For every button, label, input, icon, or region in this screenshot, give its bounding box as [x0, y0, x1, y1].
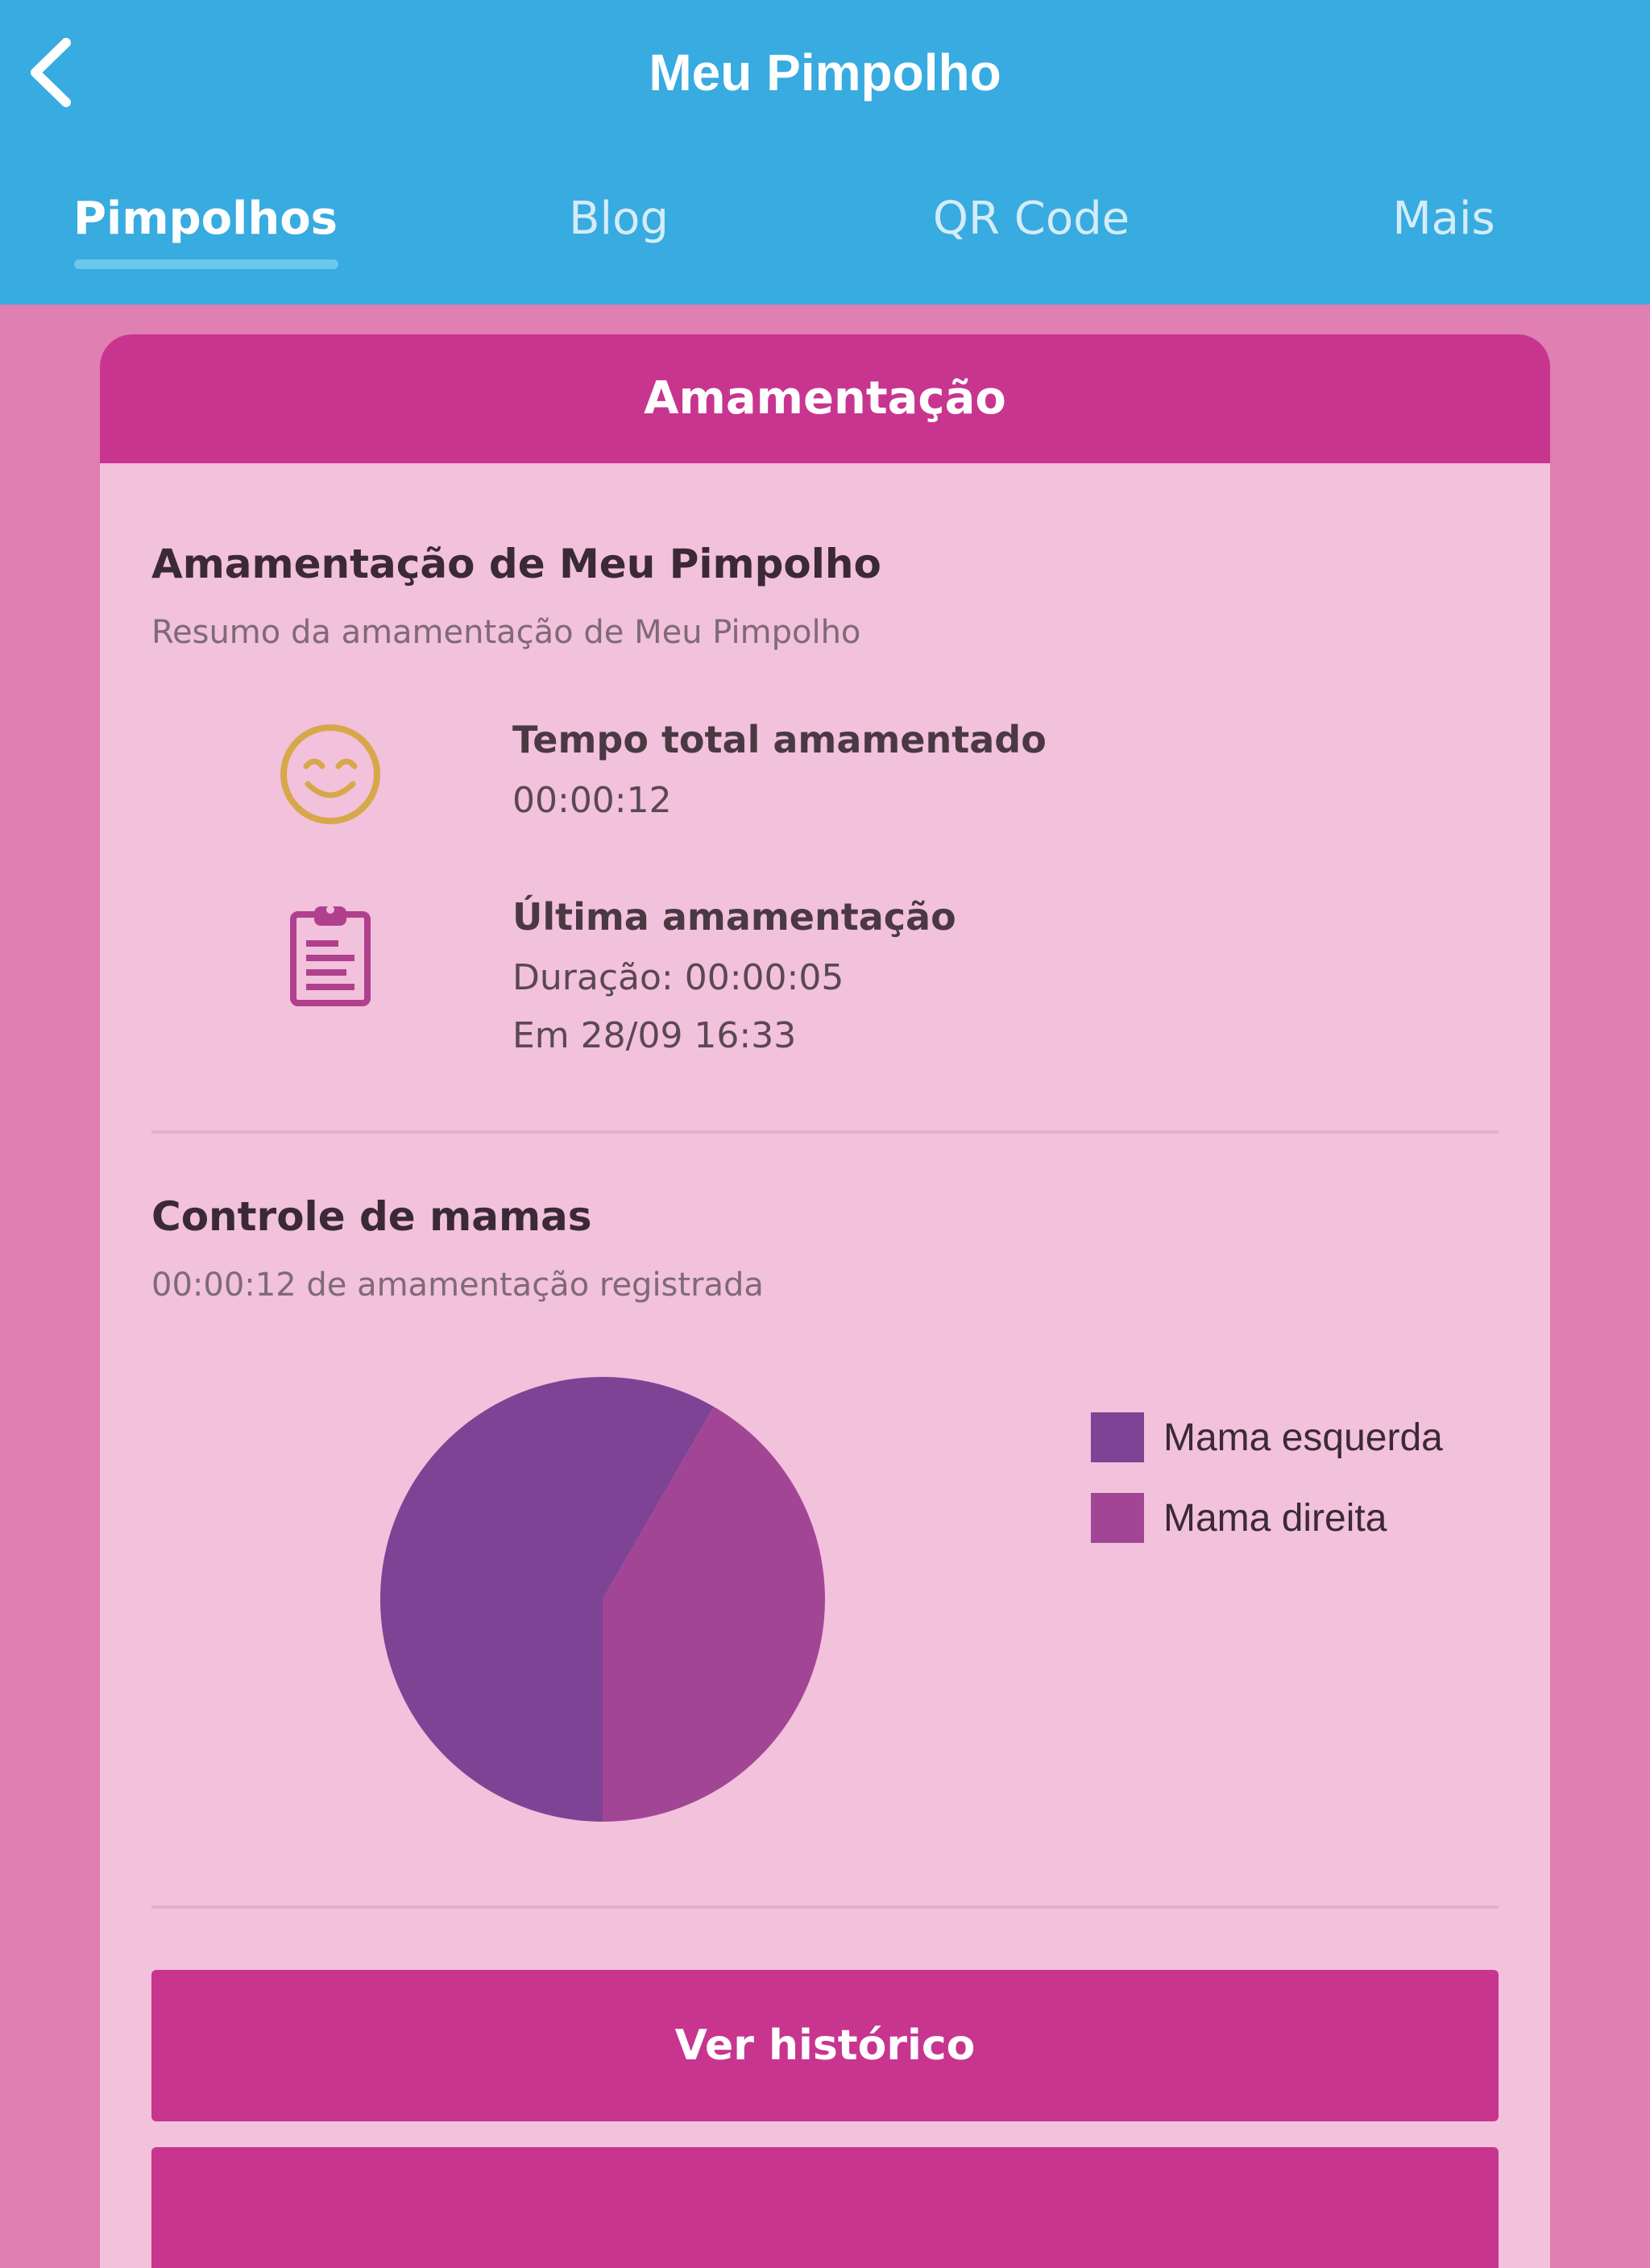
last-feeding-date: Em 28/09 16:33	[512, 1015, 797, 1056]
tab-pimpolhos[interactable]: Pimpolhos	[73, 193, 338, 245]
total-time-label: Tempo total amamentado	[512, 718, 1047, 761]
breastfeeding-card	[100, 334, 1550, 2268]
breast-pie-chart	[377, 1374, 828, 1825]
tab-qr-code[interactable]: QR Code	[932, 193, 1130, 245]
secondary-button[interactable]	[151, 2147, 1499, 2268]
tab-mais[interactable]: Mais	[1392, 193, 1495, 245]
last-feeding-duration: Duração: 00:00:05	[512, 957, 844, 998]
summary-subtitle: Resumo da amamentação de Meu Pimpolho	[151, 614, 861, 651]
legend-label-right: Mama direita	[1163, 1497, 1387, 1540]
breast-control-subtitle: 00:00:12 de amamentação registrada	[151, 1267, 764, 1304]
card-title: Amamentação	[644, 372, 1006, 425]
history-button[interactable]: Ver histórico	[151, 1970, 1499, 2121]
top-bar	[0, 0, 1650, 305]
active-tab-indicator	[74, 259, 338, 269]
smiley-icon	[274, 718, 387, 831]
tab-blog[interactable]: Blog	[569, 193, 669, 245]
clipboard-icon	[274, 898, 387, 1011]
total-time-value: 00:00:12	[512, 780, 672, 821]
section-divider	[151, 1905, 1499, 1909]
section-divider	[151, 1130, 1499, 1134]
legend-swatch-right	[1091, 1493, 1144, 1543]
legend-swatch-left	[1091, 1412, 1144, 1462]
card-header	[100, 334, 1550, 463]
last-feeding-label: Última amamentação	[512, 895, 956, 939]
breast-control-title: Controle de mamas	[151, 1193, 592, 1240]
app-title: Meu Pimpolho	[649, 44, 1001, 102]
summary-title: Amamentação de Meu Pimpolho	[151, 541, 881, 587]
legend-label-left: Mama esquerda	[1163, 1416, 1443, 1459]
